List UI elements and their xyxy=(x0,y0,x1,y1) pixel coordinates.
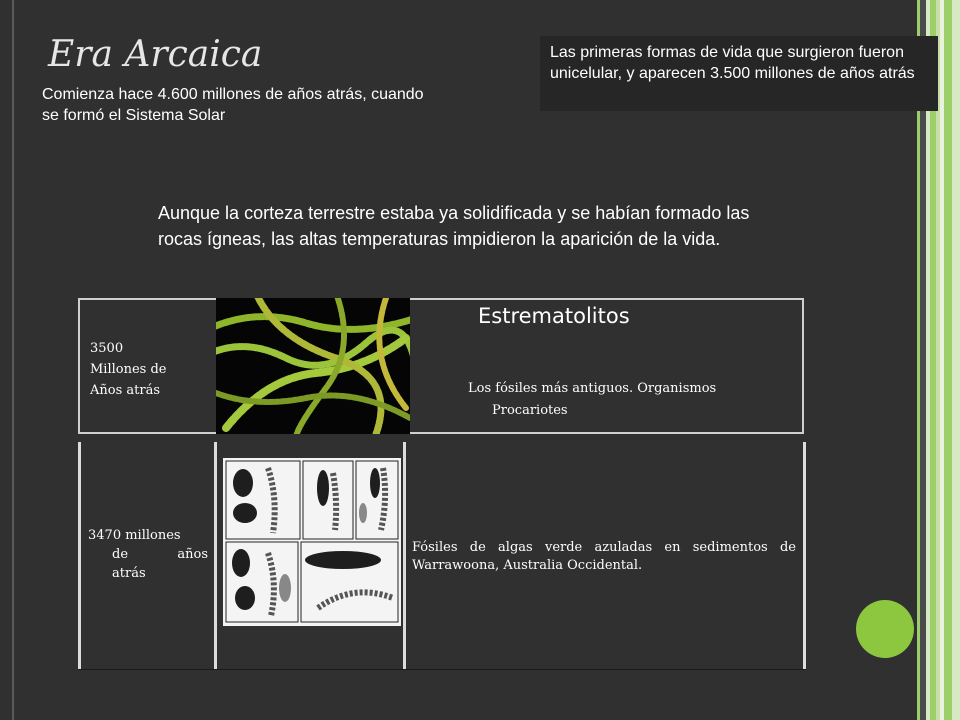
table-divider xyxy=(403,442,406,670)
left-border-line xyxy=(12,0,14,720)
decorative-stripe xyxy=(952,0,960,720)
decorative-green-circle xyxy=(856,600,914,658)
age-label xyxy=(90,338,210,401)
fossil-description: Fósiles de algas verde azuladas en sedimentos de Warrawoona, Australia Occidental. xyxy=(412,540,796,573)
table-divider xyxy=(803,442,806,670)
cyanobacteria-image xyxy=(216,298,410,434)
table-bottom-border xyxy=(78,669,806,670)
table-divider xyxy=(78,442,81,670)
fossil-algae-illustration xyxy=(223,458,401,626)
stromatolite-table xyxy=(78,298,804,434)
callout-box xyxy=(540,36,938,111)
algae-fossil-table xyxy=(78,442,806,670)
slide-subtitle: Comienza hace 4.600 millones de años atrás, cuando se formó el Sistema Solar xyxy=(42,86,424,124)
intro-paragraph: Aunque la corteza terrestre estaba ya solidificada y se habían formado las rocas ígneas, las altas temperaturas impidieron la aparición de la vida. xyxy=(158,203,750,249)
table-divider xyxy=(214,442,217,670)
decorative-stripe xyxy=(944,0,952,720)
callout-text: Las primeras formas de vida que surgieron fueron unicelular, y aparecen 3.500 millones de años atrás xyxy=(550,44,915,82)
age-line: Millones de xyxy=(90,362,167,377)
age-line: atrás xyxy=(112,566,146,581)
age-label xyxy=(88,526,208,583)
fossil-algae-image xyxy=(223,458,401,626)
age-line: Años atrás xyxy=(90,383,161,398)
fossil-description xyxy=(468,378,768,422)
age-line: 3500 xyxy=(90,341,124,356)
age-line: de años xyxy=(112,547,208,562)
age-line: 3470 millones xyxy=(88,528,181,543)
table-heading: Estrematolitos xyxy=(478,304,630,328)
description-line: Los fósiles más antiguos. Organismos xyxy=(468,381,717,396)
slide-title: Era Arcaica xyxy=(48,34,263,75)
description-line: Procariotes xyxy=(492,403,568,418)
cyanobacteria-micrograph xyxy=(216,298,410,434)
